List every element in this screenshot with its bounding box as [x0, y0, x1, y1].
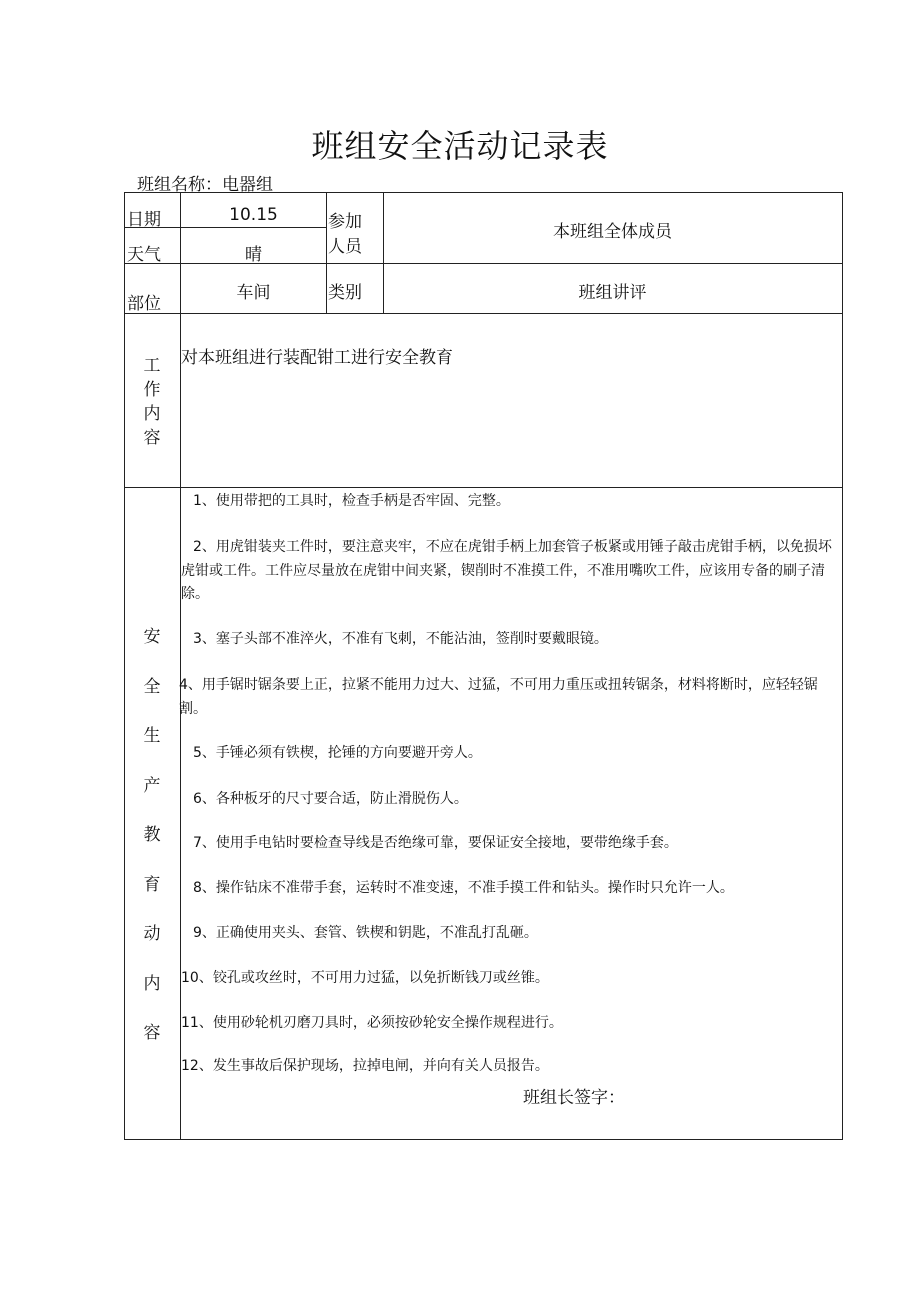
date-label: 日期 [127, 210, 161, 230]
weather-value: 晴 [245, 245, 262, 265]
col-divider [326, 192, 327, 313]
participants-label-2: 人员 [328, 237, 362, 257]
safety-item: 7、使用手电钻时要检查导线是否绝缘可靠，要保证安全接地，要带绝缘手套。 [193, 835, 678, 851]
category-label: 类别 [328, 283, 362, 303]
safety-label-char: 产 [143, 775, 161, 796]
work-content-label [132, 354, 172, 450]
safety-label-char: 内 [143, 973, 161, 994]
row-divider [124, 487, 842, 488]
work-label-char: 作 [143, 380, 161, 400]
row-divider [124, 313, 842, 314]
safety-item: 1、使用带把的工具时，检查手柄是否牢固、完整。 [193, 493, 510, 509]
page-title: 班组安全活动记录表 [311, 127, 609, 165]
safety-label-char: 安 [143, 627, 161, 647]
work-label-char: 容 [143, 428, 161, 448]
record-table [124, 192, 843, 1140]
work-label-char: 工 [143, 356, 161, 376]
safety-item: 11、使用砂轮机刃磨刀具时，必须按砂轮安全操作规程进行。 [181, 1015, 563, 1031]
safety-content-label [132, 613, 172, 1059]
safety-item: 3、塞子头部不准淬火，不准有飞刺，不能沾油，签削时要戴眼镜。 [193, 631, 608, 647]
participants-value: 本班组全体成员 [553, 222, 672, 242]
team-name-label: 班组名称： [137, 175, 222, 195]
date-value: 10.15 [229, 205, 278, 225]
safety-label-char: 容 [143, 1023, 161, 1043]
safety-item: 8、操作钻床不准带手套，运转时不准变速，不准手摸工件和钻头。操作时只允许一人。 [193, 880, 734, 896]
col-divider [180, 192, 181, 1139]
safety-item: 10、铰孔或攻丝时，不可用力过猛，以免折断钱刀或丝锥。 [181, 970, 549, 986]
work-label-char: 内 [143, 404, 161, 424]
safety-label-char: 动 [143, 924, 161, 944]
safety-item: 9、正确使用夹头、套管、铁楔和钥匙，不准乱打乱砸。 [193, 925, 538, 941]
team-name-value: 电器组 [222, 175, 273, 195]
safety-label-char: 育 [143, 874, 161, 895]
safety-item: 4、用手锯时锯条要上正，拉紧不能用力过大、过猛，不可用力重压或扭转锯条，材料将断时，应轻轻锯割。 [179, 677, 818, 717]
safety-label-char: 全 [143, 676, 161, 697]
work-content-value: 对本班组进行装配钳工进行安全教育 [181, 348, 453, 368]
safety-label-char: 生 [143, 726, 161, 746]
dept-label: 部位 [127, 294, 161, 314]
safety-item: 12、发生事故后保护现场，拉掉电闸，并向有关人员报告。 [181, 1058, 549, 1074]
safety-item: 6、各种板牙的尺寸要合适，防止滑脱伤人。 [193, 791, 468, 807]
safety-item: 2、用虎钳装夹工件时，要注意夹牢，不应在虎钳手柄上加套管子板紧或用锤子敲击虎钳手柄，以免损坏虎钳或工件。工件应尽量放在虎钳中间夹紧，锲削时不准摸工件，不准用嘴吹工件，应该用专备的刷子清除。 [181, 539, 832, 602]
category-value: 班组讲评 [578, 283, 647, 303]
safety-item: 5、手锤必须有铁楔，抡锤的方向要避开旁人。 [193, 745, 482, 761]
participants-label-1: 参加 [328, 212, 362, 232]
safety-label-char: 教 [143, 825, 161, 845]
team-leader-signature-label: 班组长签字： [523, 1088, 625, 1108]
dept-value: 车间 [236, 283, 271, 303]
weather-label: 天气 [127, 245, 161, 265]
